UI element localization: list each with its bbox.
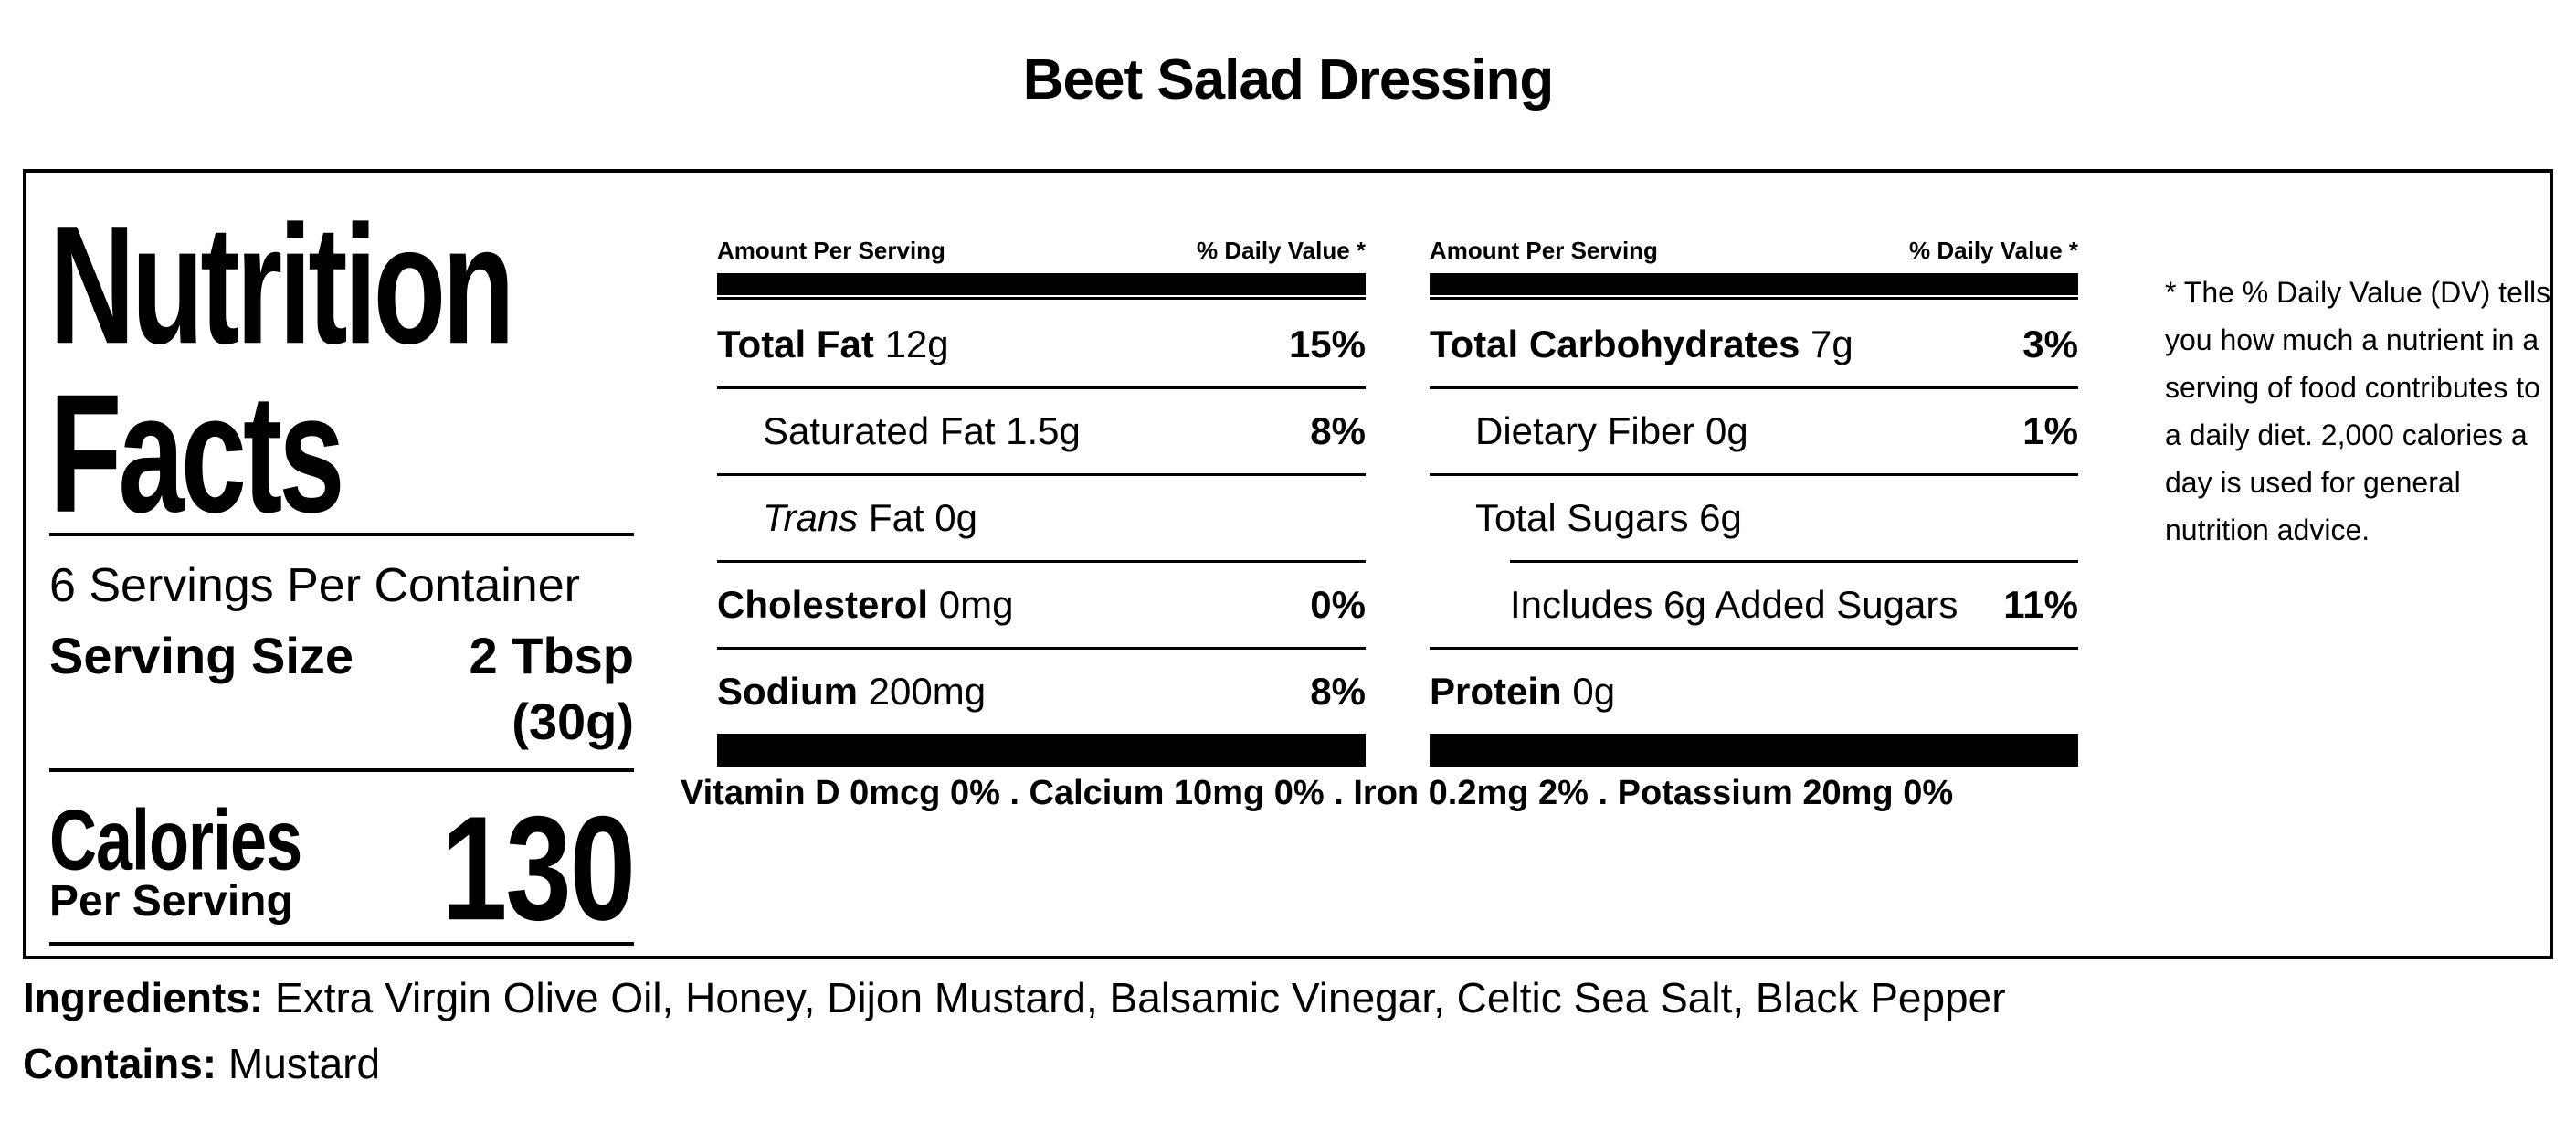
serving-size-row: [49, 627, 634, 684]
nutrient-rows: [717, 302, 1366, 734]
nutrient-name: Cholesterol 0mg: [717, 583, 1014, 626]
amount-per-serving-header: Amount Per Serving: [717, 237, 945, 264]
nutrient-name: Total Sugars 6g: [1475, 496, 1742, 539]
contains-line: [23, 1038, 380, 1089]
calories-sublabel: Per Serving: [49, 877, 293, 926]
calories-labels: [49, 793, 302, 926]
heading-line-1: Nutrition: [49, 189, 512, 379]
nutrient-name: Total Carbohydrates 7g: [1430, 323, 1853, 365]
nutrient-name: Saturated Fat 1.5g: [763, 409, 1081, 452]
serving-divider: [49, 768, 634, 772]
footer-bar: [1430, 734, 2078, 767]
nutrient-name: Total Fat 12g: [717, 323, 949, 365]
ingredients-line: [23, 972, 2006, 1023]
daily-value-header: % Daily Value *: [1197, 237, 1366, 264]
nutrient-percent: 1%: [2022, 409, 2078, 452]
nutrient-row: [717, 650, 1366, 734]
nutrient-row: [1430, 476, 2078, 560]
nutrient-row: [717, 476, 1366, 560]
nutrient-row: [1430, 389, 2078, 473]
daily-value-footnote: * The % Daily Value (DV) tells you how much a nutrient in a serving of food contributes to a daily diet. 2,000 calories a day is used for general nutrition advice.: [2165, 276, 2551, 546]
nutrient-percent: 3%: [2022, 323, 2078, 365]
nutrient-rows: [1430, 302, 2078, 734]
serving-size-label: Serving Size: [49, 627, 354, 684]
nutrient-name: Includes 6g Added Sugars: [1510, 583, 1958, 626]
serving-size-weight: (30g): [512, 693, 634, 750]
nutrient-percent: 8%: [1310, 670, 1366, 713]
nutrient-name: Trans Fat 0g: [763, 496, 977, 539]
nutrient-percent: 15%: [1288, 323, 1366, 365]
calories-label: Calories: [49, 793, 302, 889]
footer-bar: [717, 734, 1366, 767]
ingredients-text: Extra Virgin Olive Oil, Honey, Dijon Mustard, Balsamic Vinegar, Celtic Sea Salt, Black Pepper: [275, 974, 2006, 1021]
nutrient-row: [1430, 650, 2078, 734]
label-summary-column: [49, 189, 634, 952]
nutrient-row: [1430, 302, 2078, 386]
nutrient-row: [1430, 563, 2078, 647]
nutrient-column-fats: [717, 237, 1366, 767]
nutrient-percent: 11%: [2003, 583, 2078, 626]
header-bar: [1430, 273, 2078, 300]
calories-value: 130: [441, 784, 634, 952]
ingredients-label: Ingredients:: [23, 974, 264, 1021]
amount-per-serving-header: Amount Per Serving: [1430, 237, 1658, 264]
micronutrients-line: Vitamin D 0mcg 0% . Calcium 10mg 0% . Iron 0.2mg 2% . Potassium 20mg 0%: [681, 774, 1954, 812]
nutrient-percent: 8%: [1310, 409, 1366, 452]
nutrition-facts-panel: [23, 169, 2553, 959]
nutrient-percent: 0%: [1310, 583, 1366, 626]
header-bar: [717, 273, 1366, 300]
nutrient-column-carbs: [1430, 237, 2078, 767]
daily-value-header: % Daily Value *: [1909, 237, 2078, 264]
product-title: Beet Salad Dressing: [1022, 48, 1554, 111]
nutrient-name: Protein 0g: [1430, 670, 1616, 713]
contains-label: Contains:: [23, 1040, 217, 1087]
servings-per-container: 6 Servings Per Container: [49, 559, 580, 612]
column-header: [1430, 237, 2078, 264]
contains-text: Mustard: [227, 1040, 381, 1087]
column-header: [717, 237, 1366, 264]
nutrient-row: [717, 563, 1366, 647]
calories-row: [49, 784, 634, 952]
nutrition-facts-heading: [49, 189, 634, 548]
serving-size-value: 2 Tbsp: [469, 627, 634, 684]
heading-line-2: Facts: [49, 358, 342, 548]
nutrient-row: [717, 389, 1366, 473]
nutrient-name: Dietary Fiber 0g: [1475, 409, 1748, 452]
nutrient-name: Sodium 200mg: [717, 670, 987, 713]
nutrient-row: [717, 302, 1366, 386]
